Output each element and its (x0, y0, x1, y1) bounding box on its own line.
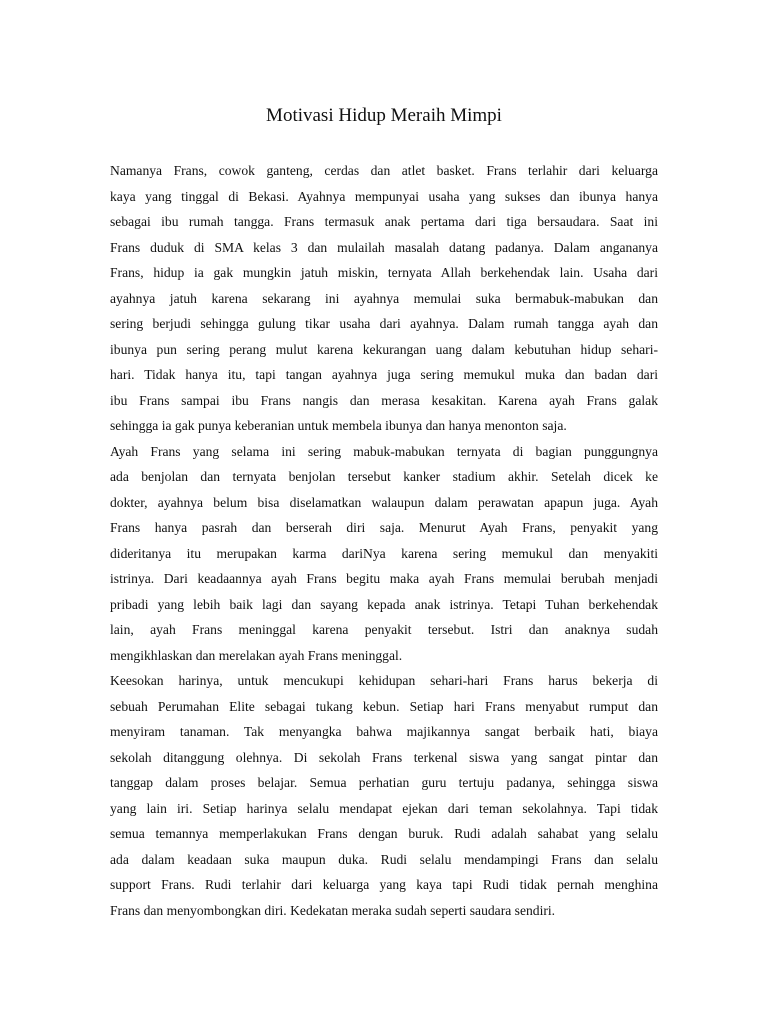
text-line: ada benjolan dan ternyata benjolan tersebut kanker stadium akhir. Setelah dicek ke (110, 469, 658, 484)
text-line: tanggap dalam proses belajar. Semua perhatian guru tertuju padanya, sehingga siswa (110, 775, 658, 790)
text-line: mengikhlaskan dan merelakan ayah Frans meninggal. (110, 647, 403, 663)
document-body (110, 158, 658, 923)
text-line: sering berjudi sehingga gulung tikar usaha dari ayahnya. Dalam rumah tangga ayah dan (110, 316, 658, 331)
paragraph-2 (110, 439, 658, 669)
text-line: yang lain iri. Setiap harinya selalu mendapat ejekan dari teman sekolahnya. Tapi tidak (110, 800, 658, 816)
text-line: hari. Tidak hanya itu, tapi tangan ayahnya juga sering memukul muka dan badan dari (110, 367, 658, 382)
text-line: sehingga ia gak punya keberanian untuk membela ibunya dan hanya menonton saja. (110, 418, 567, 433)
text-line: Frans dan menyombongkan diri. Kedekatan meraka sudah seperti saudara sendiri. (110, 902, 556, 918)
text-line: Frans hanya pasrah dan berserah diri saja. Menurut Ayah Frans, penyakit yang (110, 520, 658, 535)
document-title: Motivasi Hidup Meraih Mimpi (266, 105, 502, 126)
text-line: sebagai ibu rumah tangga. Frans termasuk anak pertama dari tiga bersaudara. Saat ini (110, 214, 658, 229)
text-line: pribadi yang lebih baik lagi dan sayang kepada anak istrinya. Tetapi Tuhan berkehendak (110, 596, 658, 612)
text-line: sebuah Perumahan Elite sebagai tukang kebun. Setiap hari Frans menyabut rumput dan (110, 698, 658, 714)
text-line: Keesokan harinya, untuk mencukupi kehidupan sehari-hari Frans harus bekerja di (110, 673, 658, 688)
text-line: istrinya. Dari keadaannya ayah Frans begitu maka ayah Frans memulai berubah menjadi (110, 571, 658, 586)
paragraph-3 (110, 668, 658, 923)
text-line: Frans, hidup ia gak mungkin jatuh miskin, ternyata Allah berkehendak lain. Usaha dari (110, 265, 658, 280)
text-line: kaya yang tinggal di Bekasi. Ayahnya mempunyai usaha yang sukses dan ibunya hanya (110, 188, 658, 204)
text-line: ibu Frans sampai ibu Frans nangis dan merasa kesakitan. Karena ayah Frans galak (110, 392, 658, 408)
text-line: dokter, ayahnya belum bisa diselamatkan walaupun dalam perawatan apapun juga. Ayah (110, 494, 658, 510)
text-line: semua temannya memperlakukan Frans dengan buruk. Rudi adalah sahabat yang selalu (110, 826, 658, 841)
text-line: ibunya pun sering perang mulut karena kekurangan uang dalam kebutuhan hidup sehari- (110, 341, 658, 357)
text-line: Ayah Frans yang selama ini sering mabuk-mabukan ternyata di bagian punggungnya (110, 443, 658, 459)
text-line: Frans duduk di SMA kelas 3 dan mulailah masalah datang padanya. Dalam angananya (110, 239, 658, 255)
text-line: ada dalam keadaan suka maupun duka. Rudi selalu mendampingi Frans dan selalu (110, 851, 658, 867)
text-line: dideritanya itu merupakan karma dariNya karena sering memukul dan menyakiti (110, 545, 658, 561)
text-line: Namanya Frans, cowok ganteng, cerdas dan atlet basket. Frans terlahir dari keluarga (110, 163, 658, 178)
paragraph-1 (110, 158, 658, 439)
text-line: ayahnya jatuh karena sekarang ini ayahnya memulai suka bermabuk-mabukan dan (110, 290, 658, 306)
text-line: sekolah ditanggung olehnya. Di sekolah Frans terkenal siswa yang sangat pintar dan (110, 749, 658, 765)
text-line: support Frans. Rudi terlahir dari keluarga yang kaya tapi Rudi tidak pernah menghina (110, 877, 658, 892)
text-line: lain, ayah Frans meninggal karena penyakit tersebut. Istri dan anaknya sudah (110, 622, 658, 637)
text-line: menyiram tanaman. Tak menyangka bahwa majikannya sangat berbaik hati, biaya (110, 724, 658, 739)
